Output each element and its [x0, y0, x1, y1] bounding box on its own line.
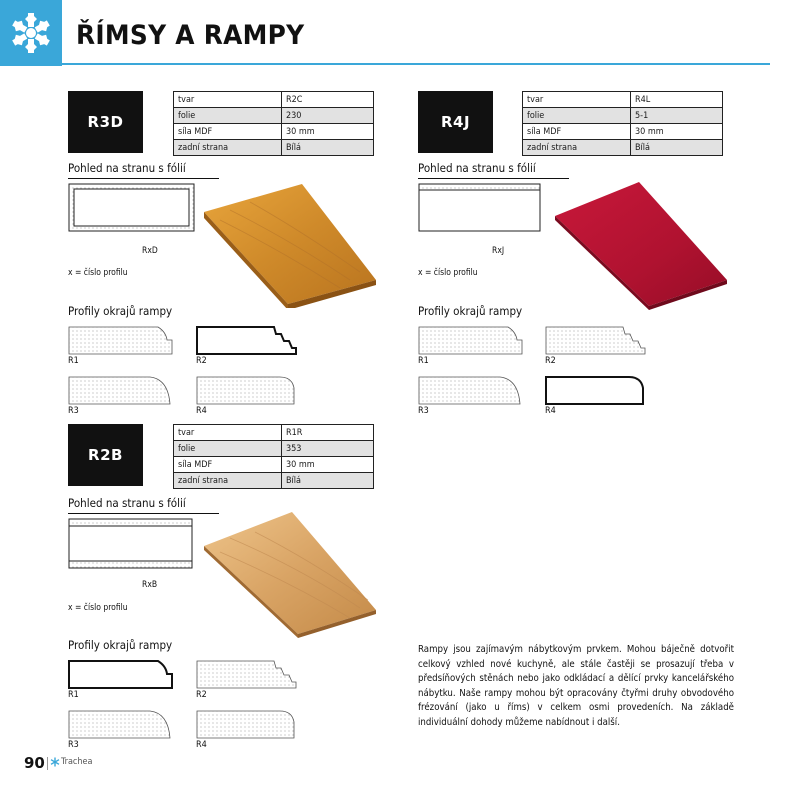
spec-value: 30 mm: [282, 457, 374, 473]
profile-note: x = číslo profilu: [68, 603, 128, 613]
product-code-badge: R3D: [68, 91, 143, 153]
profile-label: R3: [68, 406, 79, 416]
spec-value: 30 mm: [631, 124, 723, 140]
profiles-title: Profily okrajů rampy: [418, 304, 523, 318]
description-paragraph: Rampy jsou zajímavým nábytkovým prvkem. Mohou báječně dotvořit celkový vzhled nové kuchyně, ale stále častěji se prosazují třeba v předsíňových stěnách nebo jako odkládací a dělící prvky kancelářského nábytku. Naše rampy mohou být opracovány čtyřmi druhy obvodového frézování (jako u říms) v celkem osmi provedeních. Na základě individuální dohody můžeme nabídnout i další.: [418, 644, 734, 728]
spec-key: síla MDF: [523, 124, 631, 140]
profile-r2: [545, 326, 647, 356]
spec-key: tvar: [174, 425, 282, 441]
profile-r4: [196, 376, 298, 406]
diagram-label: RxB: [142, 580, 158, 590]
spec-value: Bílá: [282, 140, 374, 156]
title-rule: [62, 63, 770, 65]
spec-key: zadní strana: [174, 140, 282, 156]
spec-value: Bílá: [631, 140, 723, 156]
profile-label: R1: [418, 356, 429, 366]
profile-label: R2: [196, 690, 207, 700]
profile-label: R4: [196, 740, 207, 750]
profile-r1: [418, 326, 524, 356]
profile-r4: [545, 376, 647, 406]
profile-label: R1: [68, 690, 79, 700]
spec-key: folie: [523, 108, 631, 124]
side-view-diagram: [68, 183, 196, 233]
spec-key: tvar: [523, 92, 631, 108]
profile-r1: [68, 660, 174, 690]
section-rule: [68, 178, 219, 179]
profile-r4: [196, 710, 298, 740]
diagram-label: RxJ: [492, 246, 505, 256]
spec-key: folie: [174, 441, 282, 457]
side-view-diagram: [418, 183, 542, 233]
profile-r2: [196, 660, 298, 690]
spec-key: zadní strana: [174, 473, 282, 489]
side-view-title: Pohled na stranu s fólií: [68, 161, 186, 175]
spec-key: tvar: [174, 92, 282, 108]
side-view-diagram: [68, 518, 194, 570]
product-code-badge: R2B: [68, 424, 143, 486]
board-photo: [200, 508, 380, 638]
snowflake-icon: [9, 11, 53, 55]
profile-r3: [418, 376, 524, 406]
brand-snowflake-icon: [50, 757, 60, 767]
profile-note: x = číslo profilu: [68, 268, 128, 278]
footer-divider: [47, 757, 48, 770]
spec-value: R1R: [282, 425, 374, 441]
spec-key: folie: [174, 108, 282, 124]
profile-r2: [196, 326, 298, 356]
profile-label: R4: [196, 406, 207, 416]
profile-label: R3: [418, 406, 429, 416]
profile-label: R4: [545, 406, 556, 416]
spec-key: zadní strana: [523, 140, 631, 156]
spec-value: 30 mm: [282, 124, 374, 140]
side-view-title: Pohled na stranu s fólií: [68, 496, 186, 510]
spec-table: [522, 91, 723, 156]
spec-value: 5-1: [631, 108, 723, 124]
page-title: ŘÍMSY A RAMPY: [76, 20, 305, 51]
spec-table: [173, 91, 374, 156]
section-rule: [68, 513, 219, 514]
profile-label: R1: [68, 356, 79, 366]
profiles-title: Profily okrajů rampy: [68, 304, 173, 318]
profile-note: x = číslo profilu: [418, 268, 478, 278]
profile-label: R2: [196, 356, 207, 366]
profile-r1: [68, 326, 174, 356]
spec-value: R2C: [282, 92, 374, 108]
board-photo: [553, 180, 731, 310]
spec-table: [173, 424, 374, 489]
spec-value: 353: [282, 441, 374, 457]
spec-key: síla MDF: [174, 457, 282, 473]
board-photo: [200, 180, 380, 308]
spec-value: R4L: [631, 92, 723, 108]
side-view-title: Pohled na stranu s fólií: [418, 161, 536, 175]
section-rule: [418, 178, 569, 179]
profile-label: R2: [545, 356, 556, 366]
profiles-title: Profily okrajů rampy: [68, 638, 173, 652]
profile-r3: [68, 376, 174, 406]
spec-value: 230: [282, 108, 374, 124]
spec-value: Bílá: [282, 473, 374, 489]
profile-label: R3: [68, 740, 79, 750]
spec-key: síla MDF: [174, 124, 282, 140]
diagram-label: RxD: [142, 246, 158, 256]
brand-name: Trachea: [61, 757, 93, 767]
page-number: 90: [24, 754, 45, 772]
logo: [0, 0, 62, 66]
profile-r3: [68, 710, 174, 740]
product-code-badge: R4J: [418, 91, 493, 153]
